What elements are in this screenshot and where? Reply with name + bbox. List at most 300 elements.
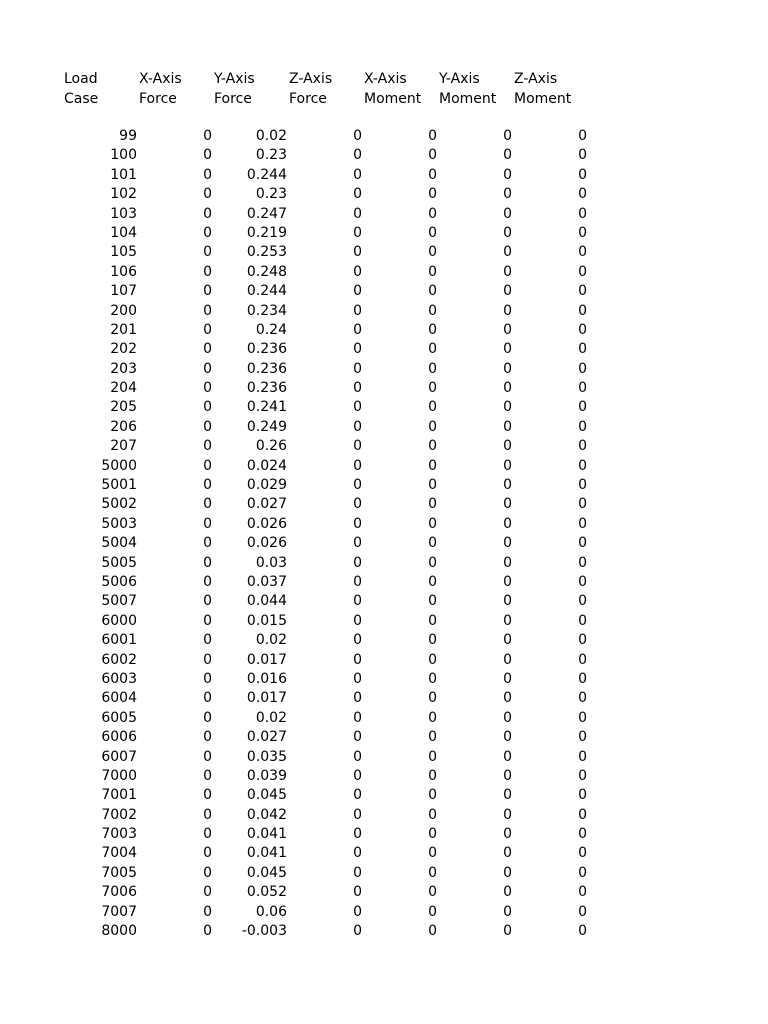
table-row — [0, 825, 768, 844]
table-row — [0, 922, 768, 941]
cell-x-axis-moment: 0 — [428, 418, 437, 435]
cell-x-axis-force: 0 — [203, 147, 212, 164]
header-load-case: Load Case — [64, 71, 99, 107]
cell-z-axis-force: 0 — [353, 341, 362, 358]
cell-z-axis-moment: 0 — [578, 864, 587, 881]
cell-z-axis-moment: 0 — [578, 670, 587, 687]
cell-x-axis-moment: 0 — [428, 923, 437, 940]
cell-x-axis-force: 0 — [203, 166, 212, 183]
cell-x-axis-force: 0 — [203, 302, 212, 319]
cell-y-axis-force: -0.003 — [241, 923, 287, 940]
table-row — [0, 806, 768, 825]
cell-y-axis-moment: 0 — [503, 748, 512, 765]
cell-y-axis-moment: 0 — [503, 166, 512, 183]
cell-z-axis-moment: 0 — [578, 166, 587, 183]
cell-y-axis-force: 0.241 — [246, 399, 287, 416]
cell-z-axis-moment: 0 — [578, 593, 587, 610]
cell-y-axis-moment: 0 — [503, 923, 512, 940]
cell-z-axis-force: 0 — [353, 593, 362, 610]
cell-load-case: 106 — [110, 263, 137, 280]
table-row — [0, 670, 768, 689]
cell-y-axis-moment: 0 — [503, 186, 512, 203]
cell-z-axis-moment: 0 — [578, 496, 587, 513]
table-row — [0, 379, 768, 398]
cell-z-axis-force: 0 — [353, 283, 362, 300]
table-row — [0, 263, 768, 282]
cell-x-axis-moment: 0 — [428, 884, 437, 901]
cell-z-axis-force: 0 — [353, 321, 362, 338]
cell-y-axis-moment: 0 — [503, 263, 512, 280]
cell-z-axis-moment: 0 — [578, 438, 587, 455]
cell-x-axis-force: 0 — [203, 612, 212, 629]
cell-z-axis-moment: 0 — [578, 651, 587, 668]
table-row — [0, 302, 768, 321]
cell-x-axis-moment: 0 — [428, 535, 437, 552]
cell-y-axis-moment: 0 — [503, 457, 512, 474]
cell-y-axis-force: 0.037 — [246, 573, 287, 590]
table-row — [0, 844, 768, 863]
cell-z-axis-force: 0 — [353, 515, 362, 532]
cell-x-axis-force: 0 — [203, 632, 212, 649]
cell-load-case: 6005 — [101, 709, 137, 726]
cell-y-axis-moment: 0 — [503, 321, 512, 338]
table-row — [0, 786, 768, 805]
cell-y-axis-force: 0.024 — [246, 457, 287, 474]
cell-z-axis-moment: 0 — [578, 554, 587, 571]
header-z-axis-force: Z-Axis Force — [289, 71, 333, 107]
cell-x-axis-moment: 0 — [428, 903, 437, 920]
cell-load-case: 6006 — [101, 729, 137, 746]
cell-z-axis-moment: 0 — [578, 380, 587, 397]
cell-y-axis-moment: 0 — [503, 884, 512, 901]
cell-y-axis-moment: 0 — [503, 360, 512, 377]
cell-x-axis-moment: 0 — [428, 632, 437, 649]
cell-y-axis-moment: 0 — [503, 670, 512, 687]
cell-z-axis-force: 0 — [353, 554, 362, 571]
cell-x-axis-moment: 0 — [428, 128, 437, 144]
cell-z-axis-moment: 0 — [578, 690, 587, 707]
table-row — [0, 864, 768, 883]
cell-y-axis-force: 0.017 — [246, 690, 287, 707]
cell-x-axis-force: 0 — [203, 341, 212, 358]
cell-z-axis-moment: 0 — [578, 573, 587, 590]
cell-y-axis-moment: 0 — [503, 515, 512, 532]
cell-y-axis-force: 0.236 — [246, 341, 287, 358]
cell-y-axis-moment: 0 — [503, 496, 512, 513]
cell-y-axis-moment: 0 — [503, 477, 512, 494]
cell-z-axis-moment: 0 — [578, 360, 587, 377]
cell-load-case: 104 — [110, 224, 137, 241]
cell-z-axis-force: 0 — [353, 864, 362, 881]
cell-load-case: 5003 — [101, 515, 137, 532]
cell-y-axis-force: 0.027 — [246, 729, 287, 746]
cell-x-axis-moment: 0 — [428, 709, 437, 726]
cell-load-case: 6007 — [101, 748, 137, 765]
cell-load-case: 206 — [110, 418, 137, 435]
cell-load-case: 107 — [110, 283, 137, 300]
cell-z-axis-force: 0 — [353, 690, 362, 707]
cell-x-axis-moment: 0 — [428, 729, 437, 746]
cell-x-axis-moment: 0 — [428, 496, 437, 513]
cell-y-axis-force: 0.219 — [246, 224, 287, 241]
cell-y-axis-force: 0.052 — [246, 884, 287, 901]
cell-z-axis-moment: 0 — [578, 806, 587, 823]
table-row — [0, 651, 768, 670]
header-y-axis-moment: Y-Axis Moment — [439, 71, 497, 107]
cell-load-case: 7004 — [101, 845, 137, 862]
cell-z-axis-moment: 0 — [578, 244, 587, 261]
table-row — [0, 903, 768, 922]
cell-y-axis-moment: 0 — [503, 341, 512, 358]
cell-y-axis-force: 0.02 — [255, 128, 287, 144]
cell-x-axis-moment: 0 — [428, 690, 437, 707]
cell-x-axis-force: 0 — [203, 244, 212, 261]
cell-y-axis-moment: 0 — [503, 147, 512, 164]
cell-x-axis-moment: 0 — [428, 515, 437, 532]
cell-y-axis-moment: 0 — [503, 787, 512, 804]
cell-z-axis-force: 0 — [353, 380, 362, 397]
cell-x-axis-force: 0 — [203, 128, 212, 144]
cell-x-axis-moment: 0 — [428, 244, 437, 261]
cell-x-axis-force: 0 — [203, 787, 212, 804]
cell-x-axis-moment: 0 — [428, 263, 437, 280]
cell-x-axis-force: 0 — [203, 709, 212, 726]
cell-x-axis-force: 0 — [203, 399, 212, 416]
cell-z-axis-force: 0 — [353, 360, 362, 377]
cell-x-axis-force: 0 — [203, 651, 212, 668]
table-row — [0, 185, 768, 204]
cell-y-axis-moment: 0 — [503, 573, 512, 590]
table-row — [0, 476, 768, 495]
cell-y-axis-force: 0.016 — [246, 670, 287, 687]
table-row — [0, 515, 768, 534]
cell-x-axis-moment: 0 — [428, 573, 437, 590]
cell-z-axis-force: 0 — [353, 128, 362, 144]
cell-y-axis-moment: 0 — [503, 826, 512, 843]
cell-x-axis-force: 0 — [203, 864, 212, 881]
cell-x-axis-moment: 0 — [428, 321, 437, 338]
cell-y-axis-force: 0.035 — [246, 748, 287, 765]
table-row — [0, 592, 768, 611]
cell-x-axis-force: 0 — [203, 806, 212, 823]
cell-load-case: 5006 — [101, 573, 137, 590]
table-row — [0, 127, 768, 146]
cell-z-axis-moment: 0 — [578, 418, 587, 435]
cell-load-case: 7006 — [101, 884, 137, 901]
cell-z-axis-force: 0 — [353, 457, 362, 474]
cell-y-axis-force: 0.244 — [246, 283, 287, 300]
cell-y-axis-moment: 0 — [503, 903, 512, 920]
cell-z-axis-force: 0 — [353, 806, 362, 823]
table-row — [0, 146, 768, 165]
cell-x-axis-moment: 0 — [428, 380, 437, 397]
cell-z-axis-force: 0 — [353, 884, 362, 901]
cell-y-axis-moment: 0 — [503, 554, 512, 571]
cell-x-axis-force: 0 — [203, 263, 212, 280]
cell-z-axis-moment: 0 — [578, 845, 587, 862]
cell-x-axis-force: 0 — [203, 205, 212, 222]
cell-y-axis-force: 0.249 — [246, 418, 287, 435]
cell-y-axis-force: 0.026 — [246, 515, 287, 532]
table-row — [0, 534, 768, 553]
table-row — [0, 573, 768, 592]
cell-y-axis-force: 0.029 — [246, 477, 287, 494]
cell-z-axis-force: 0 — [353, 477, 362, 494]
cell-x-axis-force: 0 — [203, 826, 212, 843]
table-row — [0, 554, 768, 573]
cell-z-axis-moment: 0 — [578, 632, 587, 649]
cell-y-axis-moment: 0 — [503, 845, 512, 862]
cell-x-axis-moment: 0 — [428, 651, 437, 668]
cell-y-axis-force: 0.041 — [246, 826, 287, 843]
cell-load-case: 6003 — [101, 670, 137, 687]
cell-z-axis-moment: 0 — [578, 477, 587, 494]
cell-z-axis-moment: 0 — [578, 767, 587, 784]
cell-y-axis-force: 0.02 — [255, 632, 287, 649]
cell-y-axis-force: 0.03 — [255, 554, 287, 571]
cell-load-case: 7000 — [101, 767, 137, 784]
table-row — [0, 709, 768, 728]
cell-y-axis-moment: 0 — [503, 535, 512, 552]
cell-load-case: 5007 — [101, 593, 137, 610]
cell-z-axis-moment: 0 — [578, 612, 587, 629]
cell-z-axis-force: 0 — [353, 244, 362, 261]
cell-load-case: 7003 — [101, 826, 137, 843]
cell-y-axis-force: 0.017 — [246, 651, 287, 668]
cell-y-axis-force: 0.234 — [246, 302, 287, 319]
cell-z-axis-moment: 0 — [578, 283, 587, 300]
cell-y-axis-force: 0.039 — [246, 767, 287, 784]
cell-x-axis-moment: 0 — [428, 147, 437, 164]
cell-z-axis-force: 0 — [353, 612, 362, 629]
cell-x-axis-moment: 0 — [428, 205, 437, 222]
cell-load-case: 101 — [110, 166, 137, 183]
cell-z-axis-force: 0 — [353, 903, 362, 920]
cell-y-axis-force: 0.244 — [246, 166, 287, 183]
cell-x-axis-moment: 0 — [428, 399, 437, 416]
header-z-axis-moment: Z-Axis Moment — [514, 71, 572, 107]
cell-x-axis-moment: 0 — [428, 554, 437, 571]
table-body — [0, 127, 768, 941]
cell-y-axis-force: 0.045 — [246, 864, 287, 881]
cell-load-case: 6001 — [101, 632, 137, 649]
cell-z-axis-moment: 0 — [578, 884, 587, 901]
cell-x-axis-force: 0 — [203, 767, 212, 784]
cell-z-axis-force: 0 — [353, 709, 362, 726]
cell-y-axis-force: 0.06 — [255, 903, 287, 920]
cell-z-axis-moment: 0 — [578, 709, 587, 726]
cell-x-axis-moment: 0 — [428, 826, 437, 843]
cell-z-axis-force: 0 — [353, 787, 362, 804]
cell-load-case: 201 — [110, 321, 137, 338]
table-row — [0, 340, 768, 359]
cell-y-axis-force: 0.042 — [246, 806, 287, 823]
cell-load-case: 205 — [110, 399, 137, 416]
table-row — [0, 166, 768, 185]
cell-y-axis-moment: 0 — [503, 205, 512, 222]
cell-z-axis-moment: 0 — [578, 903, 587, 920]
cell-z-axis-moment: 0 — [578, 205, 587, 222]
cell-z-axis-force: 0 — [353, 670, 362, 687]
cell-load-case: 6000 — [101, 612, 137, 629]
cell-z-axis-moment: 0 — [578, 263, 587, 280]
table-row — [0, 205, 768, 224]
cell-z-axis-force: 0 — [353, 845, 362, 862]
cell-x-axis-force: 0 — [203, 457, 212, 474]
cell-z-axis-force: 0 — [353, 767, 362, 784]
cell-z-axis-force: 0 — [353, 302, 362, 319]
cell-y-axis-force: 0.23 — [255, 147, 287, 164]
cell-x-axis-moment: 0 — [428, 845, 437, 862]
cell-load-case: 5004 — [101, 535, 137, 552]
cell-x-axis-moment: 0 — [428, 283, 437, 300]
cell-x-axis-force: 0 — [203, 418, 212, 435]
cell-z-axis-moment: 0 — [578, 321, 587, 338]
cell-y-axis-moment: 0 — [503, 632, 512, 649]
cell-y-axis-force: 0.02 — [255, 709, 287, 726]
cell-z-axis-moment: 0 — [578, 515, 587, 532]
cell-z-axis-moment: 0 — [578, 826, 587, 843]
cell-x-axis-force: 0 — [203, 903, 212, 920]
header-y-axis-force: Y-Axis Force — [214, 71, 255, 107]
cell-load-case: 7002 — [101, 806, 137, 823]
cell-x-axis-force: 0 — [203, 690, 212, 707]
cell-load-case: 102 — [110, 186, 137, 203]
cell-z-axis-force: 0 — [353, 205, 362, 222]
cell-y-axis-moment: 0 — [503, 128, 512, 144]
cell-load-case: 7001 — [101, 787, 137, 804]
cell-x-axis-force: 0 — [203, 224, 212, 241]
table-row — [0, 437, 768, 456]
cell-z-axis-moment: 0 — [578, 302, 587, 319]
cell-x-axis-moment: 0 — [428, 186, 437, 203]
cell-x-axis-moment: 0 — [428, 767, 437, 784]
cell-y-axis-force: 0.253 — [246, 244, 287, 261]
cell-load-case: 5005 — [101, 554, 137, 571]
cell-x-axis-moment: 0 — [428, 341, 437, 358]
cell-load-case: 202 — [110, 341, 137, 358]
table-row — [0, 631, 768, 650]
cell-x-axis-force: 0 — [203, 186, 212, 203]
cell-z-axis-moment: 0 — [578, 186, 587, 203]
table-row — [0, 321, 768, 340]
cell-y-axis-force: 0.236 — [246, 380, 287, 397]
cell-load-case: 5000 — [101, 457, 137, 474]
cell-y-axis-force: 0.045 — [246, 787, 287, 804]
cell-x-axis-force: 0 — [203, 360, 212, 377]
cell-x-axis-moment: 0 — [428, 457, 437, 474]
cell-z-axis-moment: 0 — [578, 341, 587, 358]
cell-y-axis-moment: 0 — [503, 690, 512, 707]
cell-z-axis-force: 0 — [353, 224, 362, 241]
cell-load-case: 5001 — [101, 477, 137, 494]
cell-z-axis-moment: 0 — [578, 399, 587, 416]
cell-y-axis-force: 0.236 — [246, 360, 287, 377]
cell-z-axis-force: 0 — [353, 399, 362, 416]
cell-x-axis-moment: 0 — [428, 360, 437, 377]
cell-x-axis-force: 0 — [203, 554, 212, 571]
cell-z-axis-force: 0 — [353, 438, 362, 455]
cell-y-axis-force: 0.026 — [246, 535, 287, 552]
cell-x-axis-force: 0 — [203, 380, 212, 397]
cell-x-axis-moment: 0 — [428, 593, 437, 610]
cell-x-axis-force: 0 — [203, 884, 212, 901]
cell-x-axis-moment: 0 — [428, 806, 437, 823]
cell-y-axis-moment: 0 — [503, 399, 512, 416]
cell-y-axis-force: 0.26 — [255, 438, 287, 455]
cell-z-axis-force: 0 — [353, 263, 362, 280]
cell-x-axis-force: 0 — [203, 573, 212, 590]
cell-z-axis-force: 0 — [353, 923, 362, 940]
cell-z-axis-force: 0 — [353, 748, 362, 765]
cell-y-axis-moment: 0 — [503, 283, 512, 300]
cell-z-axis-force: 0 — [353, 826, 362, 843]
cell-y-axis-force: 0.015 — [246, 612, 287, 629]
cell-x-axis-moment: 0 — [428, 477, 437, 494]
table-row — [0, 243, 768, 262]
table-row — [0, 360, 768, 379]
cell-load-case: 5002 — [101, 496, 137, 513]
cell-load-case: 99 — [119, 128, 137, 144]
cell-y-axis-force: 0.041 — [246, 845, 287, 862]
cell-y-axis-force: 0.248 — [246, 263, 287, 280]
cell-x-axis-moment: 0 — [428, 748, 437, 765]
cell-y-axis-moment: 0 — [503, 767, 512, 784]
cell-z-axis-force: 0 — [353, 147, 362, 164]
cell-y-axis-moment: 0 — [503, 593, 512, 610]
cell-load-case: 103 — [110, 205, 137, 222]
cell-y-axis-moment: 0 — [503, 729, 512, 746]
cell-load-case: 100 — [110, 147, 137, 164]
cell-z-axis-moment: 0 — [578, 787, 587, 804]
cell-y-axis-force: 0.24 — [255, 321, 287, 338]
table-row — [0, 398, 768, 417]
cell-load-case: 8000 — [101, 923, 137, 940]
table-row — [0, 495, 768, 514]
table-row — [0, 748, 768, 767]
table-row — [0, 418, 768, 437]
cell-load-case: 6004 — [101, 690, 137, 707]
cell-y-axis-moment: 0 — [503, 806, 512, 823]
cell-z-axis-moment: 0 — [578, 457, 587, 474]
cell-y-axis-moment: 0 — [503, 651, 512, 668]
table-row — [0, 457, 768, 476]
cell-x-axis-force: 0 — [203, 477, 212, 494]
cell-z-axis-force: 0 — [353, 573, 362, 590]
cell-z-axis-moment: 0 — [578, 729, 587, 746]
cell-z-axis-moment: 0 — [578, 748, 587, 765]
cell-x-axis-force: 0 — [203, 321, 212, 338]
cell-load-case: 7005 — [101, 864, 137, 881]
cell-x-axis-moment: 0 — [428, 166, 437, 183]
cell-x-axis-force: 0 — [203, 748, 212, 765]
cell-z-axis-moment: 0 — [578, 224, 587, 241]
table-row — [0, 883, 768, 902]
cell-x-axis-moment: 0 — [428, 864, 437, 881]
cell-z-axis-moment: 0 — [578, 147, 587, 164]
cell-y-axis-moment: 0 — [503, 224, 512, 241]
cell-load-case: 207 — [110, 438, 137, 455]
table-row — [0, 728, 768, 747]
cell-y-axis-force: 0.044 — [246, 593, 287, 610]
header-x-axis-force: X-Axis Force — [139, 71, 182, 107]
cell-y-axis-moment: 0 — [503, 380, 512, 397]
cell-x-axis-force: 0 — [203, 515, 212, 532]
cell-x-axis-force: 0 — [203, 535, 212, 552]
header-x-axis-moment: X-Axis Moment — [364, 71, 422, 107]
cell-z-axis-force: 0 — [353, 166, 362, 183]
cell-x-axis-force: 0 — [203, 729, 212, 746]
